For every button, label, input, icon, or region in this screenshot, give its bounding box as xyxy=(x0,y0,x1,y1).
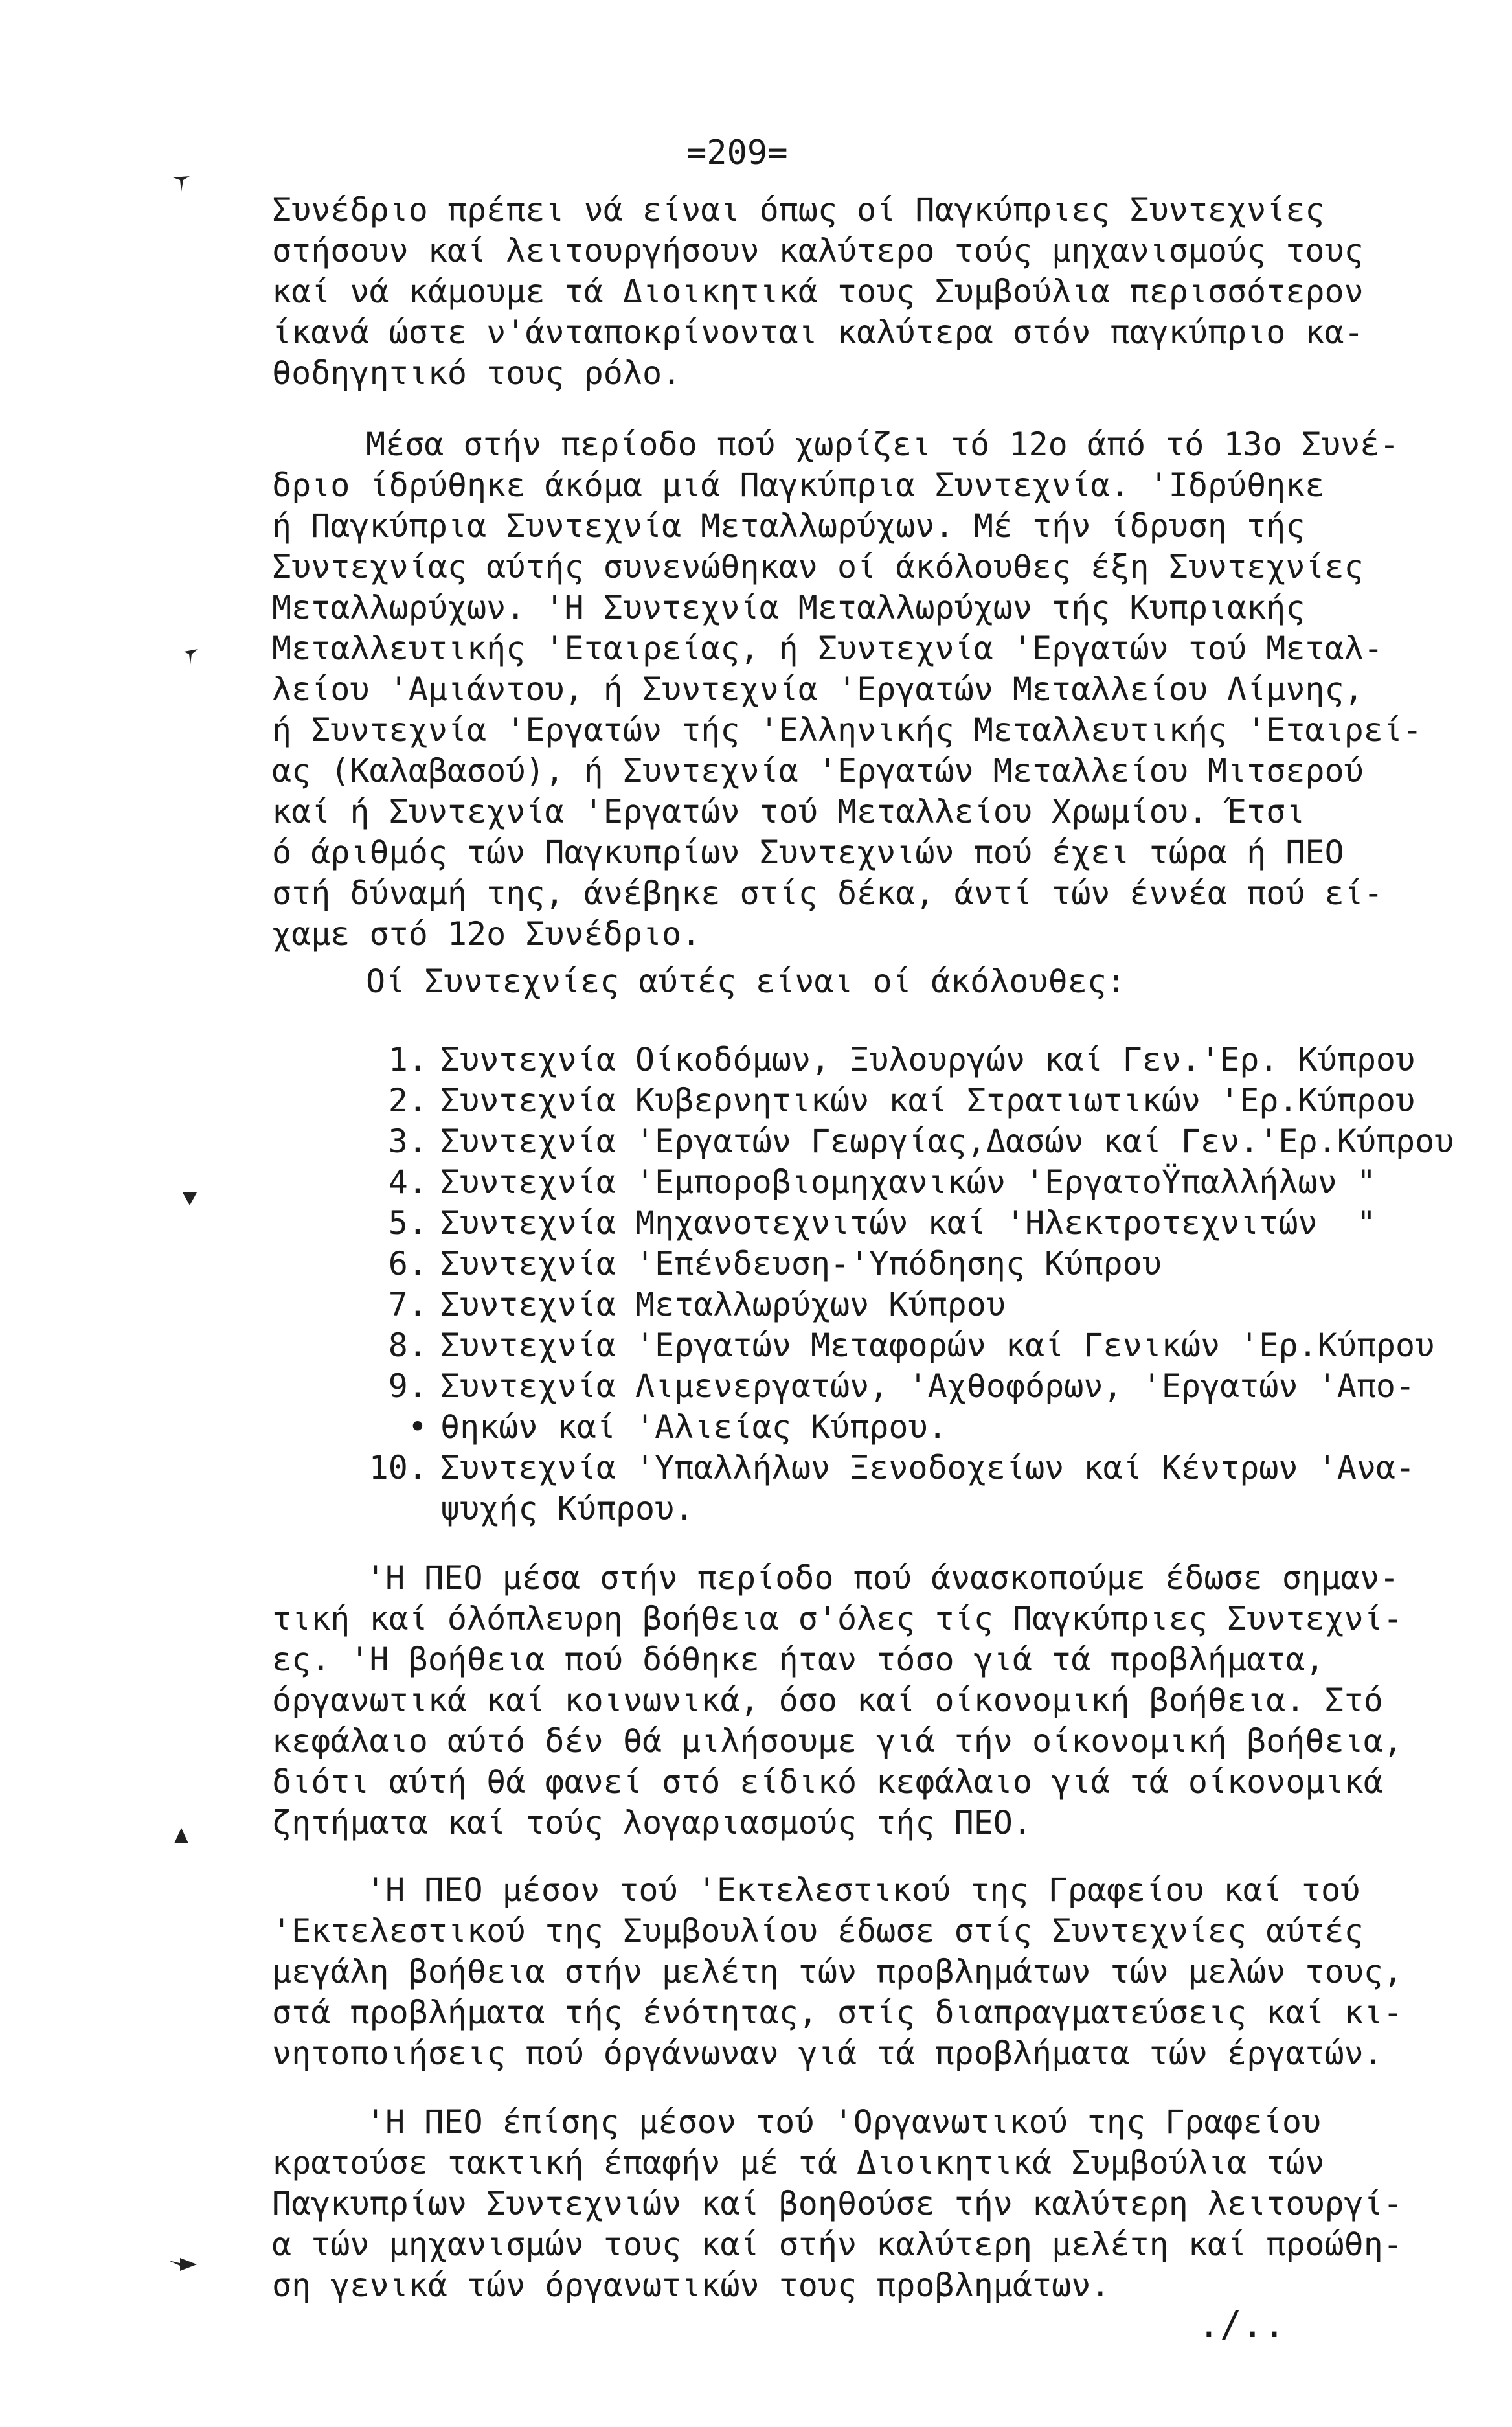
paragraph-6 xyxy=(272,2102,1450,2306)
list-text: Συντεχνία Λιμενεργατών, 'Αχθοφόρων, 'Εργατών 'Απο- xyxy=(440,1367,1416,1405)
text-line: Οί Συντεχνίες αύτές είναι οί άκόλουθες: xyxy=(366,963,1126,1000)
text-line: διότι αύτή θά φανεί στό είδικό κεφάλαιο γιά τά οίκονομικά xyxy=(272,1763,1383,1801)
margin-mark-arrow-icon xyxy=(167,2254,199,2273)
list-item-continuation xyxy=(343,1407,1470,1448)
list-number: 7. xyxy=(388,1286,427,1323)
text-line: ή Παγκύπρια Συντεχνία Μεταλλωρύχων. Μέ τήν ίδρυση τής xyxy=(272,507,1305,545)
text-line: Συντεχνίας αύτής συνενώθηκαν οί άκόλουθες έξη Συντεχνίες xyxy=(272,548,1364,586)
list-text: Συντεχνία Κυβερνητικών καί Στρατιωτικών 'Ερ.Κύπρου xyxy=(440,1082,1416,1119)
paragraph-3 xyxy=(272,961,1450,1002)
text-line: κρατούσε τακτική έπαφήν μέ τά Διοικητικά Συμβούλια τών xyxy=(272,2144,1325,2182)
text-line: ση γενικά τών όργανωτικών τους προβλημάτων. xyxy=(272,2266,1111,2304)
text-line: α τών μηχανισμών τους καί στήν καλύτερη μελέτη καί προώθη- xyxy=(272,2226,1403,2263)
text-line: Μεταλλευτικής 'Εταιρείας, ή Συντεχνία 'Εργατών τού Μεταλ- xyxy=(272,630,1383,667)
text-line: μεγάλη βοήθεια στήν μελέτη τών προβλημάτων τών μελών τους, xyxy=(272,1953,1403,1990)
text-line: καί ή Συντεχνία 'Εργατών τού Μεταλλείου Χρωμίου. Έτσι xyxy=(272,793,1305,830)
text-line: ή Συντεχνία 'Εργατών τής 'Ελληνικής Μεταλλευτικής 'Εταιρεί- xyxy=(272,711,1423,749)
list-text: Συντεχνία 'Εργατών Γεωργίας,Δασών καί Γεν.'Ερ.Κύπρου xyxy=(440,1122,1454,1160)
list-item xyxy=(343,1203,1470,1244)
unions-list xyxy=(343,1040,1470,1529)
list-text: ψυχής Κύπρου. xyxy=(440,1490,694,1527)
list-item xyxy=(343,1040,1470,1080)
continuation-mark: ./.. xyxy=(1198,2304,1285,2346)
text-line: ό άριθμός τών Παγκυπρίων Συντεχνιών πού έχει τώρα ή ΠΕΟ xyxy=(272,834,1344,871)
text-line: ες. 'Η βοήθεια πού δόθηκε ήταν τόσο γιά τά προβλήματα, xyxy=(272,1641,1325,1678)
text-line: ζητήματα καί τούς λογαριασμούς τής ΠΕΟ. xyxy=(272,1804,1032,1841)
list-text: Συντεχνία 'Εργατών Μεταφορών καί Γενικών 'Ερ.Κύπρου xyxy=(440,1327,1435,1364)
list-item xyxy=(343,1366,1470,1407)
list-text: θηκών καί 'Αλιείας Κύπρου. xyxy=(440,1408,947,1446)
text-line: 'Εκτελεστικού της Συμβουλίου έδωσε στίς Συντεχνίες αύτές xyxy=(272,1912,1364,1950)
list-item xyxy=(343,1325,1470,1366)
text-line: κεφάλαιο αύτό δέν θά μιλήσουμε γιά τήν οίκονομική βοήθεια, xyxy=(272,1722,1403,1760)
text-line: Μέσα στήν περίοδο πού χωρίζει τό 12ο άπό τό 13ο Συνέ- xyxy=(366,426,1399,463)
list-number: 9. xyxy=(388,1367,427,1405)
paragraph-1 xyxy=(272,190,1450,394)
text-line: ίκανά ώστε ν'άνταποκρίνονται καλύτερα στόν παγκύπριο κα- xyxy=(272,313,1364,351)
list-number: 10. xyxy=(368,1449,427,1487)
list-number: 3. xyxy=(388,1122,427,1160)
list-text: Συντεχνία Μεταλλωρύχων Κύπρου xyxy=(440,1286,1006,1323)
list-spacer xyxy=(343,1488,440,1529)
list-number: 2. xyxy=(388,1082,427,1119)
list-text: Συντεχνία 'Εμποροβιομηχανικών 'ΕργατοΫπαλλήλων " xyxy=(440,1163,1376,1201)
text-line: στήσουν καί λειτουργήσουν καλύτερο τούς μηχανισμούς τους xyxy=(272,232,1364,269)
list-item xyxy=(343,1121,1470,1162)
list-text: Συντεχνία 'Επένδευση-'Υπόδησης Κύπρου xyxy=(440,1245,1162,1282)
margin-mark-arrow-icon xyxy=(181,646,201,666)
list-item xyxy=(343,1244,1470,1284)
text-line: δριο ίδρύθηκε άκόμα μιά Παγκύπρια Συντεχνία. 'Ιδρύθηκε xyxy=(272,466,1325,504)
list-text: Συντεχνία Μηχανοτεχνιτών καί 'Ηλεκτροτεχνιτών " xyxy=(440,1204,1376,1242)
text-line: λείου 'Αμιάντου, ή Συντεχνία 'Εργατών Μεταλλείου Λίμνης, xyxy=(272,670,1364,708)
list-item xyxy=(343,1448,1470,1488)
list-number: 6. xyxy=(388,1245,427,1282)
list-item xyxy=(343,1080,1470,1121)
list-bullet: • xyxy=(407,1408,427,1446)
text-line: χαμε στό 12ο Συνέδριο. xyxy=(272,915,701,953)
text-line: 'Η ΠΕΟ μέσα στήν περίοδο πού άνασκοπούμε έδωσε σημαν- xyxy=(366,1559,1399,1597)
text-line: 'Η ΠΕΟ μέσον τού 'Εκτελεστικού της Γραφείου καί τού xyxy=(366,1871,1360,1909)
list-number: 5. xyxy=(388,1204,427,1242)
text-line: ας (Καλαβασού), ή Συντεχνία 'Εργατών Μεταλλείου Μιτσερού xyxy=(272,752,1364,790)
text-line: Μεταλλωρύχων. 'Η Συντεχνία Μεταλλωρύχων τής Κυπριακής xyxy=(272,589,1305,626)
page-number: =209= xyxy=(686,133,788,172)
margin-mark-arrow-icon xyxy=(180,1189,199,1208)
text-line: καί νά κάμουμε τά Διοικητικά τους Συμβούλια περισσότερον xyxy=(272,273,1364,310)
text-line: στά προβλήματα τής ένότητας, στίς διαπραγματεύσεις καί κι- xyxy=(272,1994,1403,2031)
list-item-continuation xyxy=(343,1488,1470,1529)
list-text: Συντεχνία 'Υπαλλήλων Ξενοδοχείων καί Κέντρων 'Ανα- xyxy=(440,1449,1416,1487)
list-item xyxy=(343,1162,1470,1203)
text-line: νητοποιήσεις πού όργάνωναν γιά τά προβλήματα τών έργατών. xyxy=(272,2034,1383,2072)
text-line: Συνέδριο πρέπει νά είναι όπως οί Παγκύπριες Συντεχνίες xyxy=(272,191,1325,229)
list-item xyxy=(343,1284,1470,1325)
list-number: 8. xyxy=(388,1327,427,1364)
text-line: Παγκυπρίων Συντεχνιών καί βοηθούσε τήν καλύτερη λειτουργί- xyxy=(272,2185,1403,2222)
list-text: Συντεχνία Οίκοδόμων, Ξυλουργών καί Γεν.'Ερ. Κύπρου xyxy=(440,1041,1416,1078)
text-line: 'Η ΠΕΟ έπίσης μέσον τού 'Οργανωτικού της Γραφείου xyxy=(366,2103,1322,2141)
text-line: θοδηγητικό τους ρόλο. xyxy=(272,354,682,392)
paragraph-4 xyxy=(272,1558,1450,1843)
paragraph-2 xyxy=(272,424,1450,955)
list-number: 1. xyxy=(388,1041,427,1078)
margin-mark-arrow-icon xyxy=(172,1827,191,1846)
margin-mark-arrow-icon xyxy=(172,174,191,193)
text-line: στή δύναμή της, άνέβηκε στίς δέκα, άντί τών έννέα πού εί- xyxy=(272,874,1383,912)
text-line: τική καί όλόπλευρη βοήθεια σ'όλες τίς Παγκύπριες Συντεχνί- xyxy=(272,1600,1403,1637)
paragraph-5 xyxy=(272,1870,1450,2074)
list-number: 4. xyxy=(388,1163,427,1201)
text-line: όργανωτικά καί κοινωνικά, όσο καί οίκονομική βοήθεια. Στό xyxy=(272,1681,1383,1719)
